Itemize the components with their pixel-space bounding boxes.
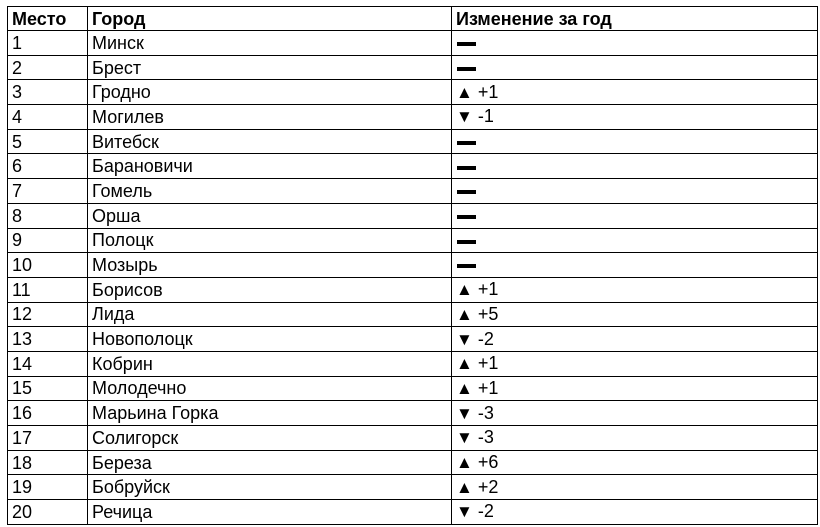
city-cell: Гомель [88, 179, 452, 204]
table-row [8, 401, 818, 426]
change-cell [452, 376, 818, 401]
table-row [8, 351, 818, 376]
table-row [8, 31, 818, 56]
change-cell [452, 253, 818, 278]
table-row [8, 55, 818, 80]
change-cell [452, 129, 818, 154]
change-cell [452, 179, 818, 204]
city-cell: Витебск [88, 129, 452, 154]
change-cell [452, 105, 818, 130]
city-cell: Солигорск [88, 426, 452, 451]
city-cell: Молодечно [88, 376, 452, 401]
change-cell [452, 426, 818, 451]
city-cell: Лида [88, 302, 452, 327]
dash-icon [457, 240, 476, 244]
table-row [8, 376, 818, 401]
ranking-table [7, 6, 818, 525]
triangle-up-icon: ▲ [456, 304, 473, 324]
place-cell: 13 [8, 327, 88, 352]
city-cell: Орша [88, 203, 452, 228]
city-cell: Новополоцк [88, 327, 452, 352]
change-cell [452, 31, 818, 56]
city-cell: Полоцк [88, 228, 452, 253]
city-cell: Барановичи [88, 154, 452, 179]
table-row [8, 129, 818, 154]
change-value: -2 [477, 501, 494, 522]
change-value: +1 [477, 377, 499, 398]
dash-icon [457, 67, 476, 71]
table-body [8, 31, 818, 525]
city-cell: Могилев [88, 105, 452, 130]
table-row [8, 327, 818, 352]
triangle-down-icon: ▼ [456, 329, 473, 349]
triangle-up-icon: ▲ [456, 280, 473, 300]
place-cell: 17 [8, 426, 88, 451]
change-value: +2 [477, 476, 499, 497]
place-cell: 18 [8, 450, 88, 475]
table-row [8, 253, 818, 278]
dash-icon [457, 166, 476, 170]
city-cell: Мозырь [88, 253, 452, 278]
triangle-up-icon: ▲ [456, 354, 473, 374]
triangle-up-icon: ▲ [456, 82, 473, 102]
header-place: Место [8, 7, 88, 31]
city-cell: Минск [88, 31, 452, 56]
city-cell: Гродно [88, 80, 452, 105]
change-cell [452, 55, 818, 80]
place-cell: 5 [8, 129, 88, 154]
place-cell: 9 [8, 228, 88, 253]
dash-icon [457, 42, 476, 46]
place-cell: 20 [8, 500, 88, 525]
change-cell [452, 277, 818, 302]
city-cell: Брест [88, 55, 452, 80]
table-row [8, 179, 818, 204]
change-cell [452, 327, 818, 352]
table-row [8, 475, 818, 500]
table-row [8, 500, 818, 525]
triangle-down-icon: ▼ [456, 107, 473, 127]
change-value: -3 [477, 402, 494, 423]
table-row [8, 80, 818, 105]
city-cell: Речица [88, 500, 452, 525]
table-row [8, 228, 818, 253]
city-cell: Борисов [88, 277, 452, 302]
city-cell: Бобруйск [88, 475, 452, 500]
header-city: Город [88, 7, 452, 31]
place-cell: 6 [8, 154, 88, 179]
change-cell [452, 203, 818, 228]
table-row [8, 154, 818, 179]
change-cell [452, 351, 818, 376]
place-cell: 1 [8, 31, 88, 56]
change-value: -3 [477, 427, 494, 448]
city-cell: Береза [88, 450, 452, 475]
header-change: Изменение за год [452, 7, 818, 31]
change-cell [452, 450, 818, 475]
change-cell [452, 500, 818, 525]
triangle-down-icon: ▼ [456, 502, 473, 522]
place-cell: 8 [8, 203, 88, 228]
change-cell [452, 80, 818, 105]
place-cell: 11 [8, 277, 88, 302]
place-cell: 10 [8, 253, 88, 278]
change-value: -1 [477, 106, 494, 127]
triangle-down-icon: ▼ [456, 403, 473, 423]
change-value: +1 [477, 353, 499, 374]
change-value: +6 [477, 452, 499, 473]
dash-icon [457, 141, 476, 145]
dash-icon [457, 190, 476, 194]
table-row [8, 302, 818, 327]
change-cell [452, 154, 818, 179]
city-cell: Кобрин [88, 351, 452, 376]
place-cell: 16 [8, 401, 88, 426]
table-row [8, 203, 818, 228]
triangle-up-icon: ▲ [456, 378, 473, 398]
change-value: +5 [477, 303, 499, 324]
change-value: +1 [477, 279, 499, 300]
place-cell: 4 [8, 105, 88, 130]
place-cell: 12 [8, 302, 88, 327]
place-cell: 7 [8, 179, 88, 204]
change-value: +1 [477, 81, 499, 102]
change-cell [452, 401, 818, 426]
change-value: -2 [477, 328, 494, 349]
city-cell: Марьина Горка [88, 401, 452, 426]
triangle-up-icon: ▲ [456, 477, 473, 497]
table-row [8, 450, 818, 475]
dash-icon [457, 264, 476, 268]
change-cell [452, 228, 818, 253]
table-row [8, 105, 818, 130]
place-cell: 2 [8, 55, 88, 80]
triangle-up-icon: ▲ [456, 453, 473, 473]
table-row [8, 277, 818, 302]
place-cell: 15 [8, 376, 88, 401]
change-cell [452, 302, 818, 327]
place-cell: 14 [8, 351, 88, 376]
place-cell: 19 [8, 475, 88, 500]
header-row [8, 7, 818, 31]
dash-icon [457, 215, 476, 219]
triangle-down-icon: ▼ [456, 428, 473, 448]
change-cell [452, 475, 818, 500]
table-row [8, 426, 818, 451]
place-cell: 3 [8, 80, 88, 105]
